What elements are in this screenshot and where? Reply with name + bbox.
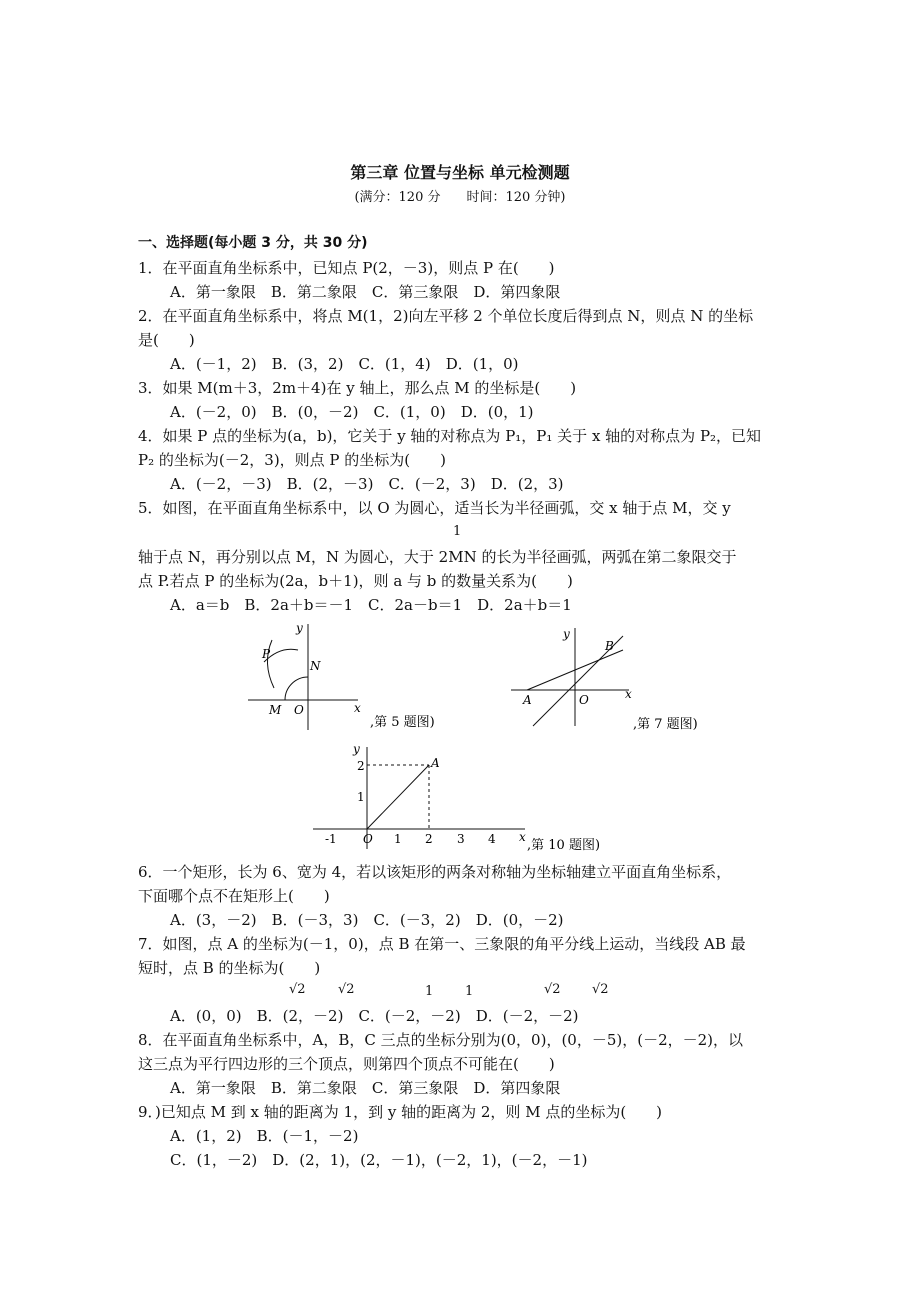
fig10-label-y: y [353,742,360,756]
q9-options-1: A．(1，2) B．(－1，－2) [170,1127,359,1145]
q7-options: A．(0，0) B．(2，－2) C．(－2，－2) D．(－2，－2) [170,1007,579,1025]
fig5-label-o: O [294,703,304,717]
fig10-tick-y: 1 [357,790,365,804]
fig10-tick-x: 3 [457,832,465,846]
q7-c-numerator-2: 1 [465,984,474,999]
figure-5 [240,618,480,738]
figure-10 [305,737,665,857]
q1-options: A．第一象限 B．第二象限 C．第三象限 D．第四象限 [170,283,561,301]
q3-stem: 3．如果 M(m＋3，2m＋4)在 y 轴上，那么点 M 的坐标是( ) [138,379,577,397]
page-subtitle: (满分：120 分 时间：120 分钟) [354,190,566,205]
q8-options: A．第一象限 B．第二象限 C．第三象限 D．第四象限 [170,1079,561,1097]
q7-stem-2: 短时，点 B 的坐标为( ) [138,959,321,977]
q1-stem: 1．在平面直角坐标系中，已知点 P(2，－3)，则点 P 在( ) [138,259,555,277]
fig7-label-y: y [563,627,570,641]
fig5-label-x: x [354,701,361,715]
fig5-arc-o [285,677,308,700]
fig5-label-y: y [296,621,303,635]
fig10-label-x: x [519,830,526,844]
fig5-label-n: N [310,659,321,673]
q7-b-numerator-1: √2 [289,982,306,997]
q8-stem-2: 这三点为平行四边形的三个顶点，则第四个顶点不可能在( ) [138,1055,555,1073]
fig5-label-m: M [269,703,282,717]
q6-options: A．(3，－2) B．(－3，3) C．(－3，2) D．(0，－2) [170,911,564,929]
fig10-label-a: A [431,756,440,770]
q5-stem-1: 5．如图，在平面直角坐标系中，以 O 为圆心，适当长为半径画弧，交 x 轴于点 M，交 y [138,499,731,517]
q2-stem-1: 2．在平面直角坐标系中，将点 M(1，2)向左平移 2 个单位长度后得到点 N，则点 N 的坐标 [138,307,754,325]
q5-fraction-numerator: 1 [453,524,462,539]
q6-stem-1: 6．一个矩形，长为 6、宽为 4，若以该矩形的两条对称轴为坐标轴建立平面直角坐标系， [138,863,732,881]
q4-stem-1: 4．如果 P 点的坐标为(a，b)，它关于 y 轴的对称点为 P₁，P₁ 关于 x 轴的对称点为 P₂，已知 [138,427,762,445]
q2-options: A．(－1，2) B．(3，2) C．(1，4) D．(1，0) [170,355,519,373]
q9-stem: 9．)已知点 M 到 x 轴的距离为 1，到 y 轴的距离为 2，则 M 点的坐标为( ) [138,1103,663,1121]
q4-options: A．(－2，－3) B．(2，－3) C．(－2，3) D．(2，3) [170,475,564,493]
fig7-label-o: O [579,693,589,707]
q7-b-numerator-2: √2 [338,982,355,997]
q6-stem-2: 下面哪个点不在矩形上( ) [138,887,330,905]
q5-options: A．a＝b B．2a＋b＝－1 C．2a－b＝1 D．2a＋b＝1 [170,596,572,614]
q5-stem-2: 轴于点 N，再分别以点 M，N 为圆心，大于 2MN 的长为半径画弧，两弧在第二象限交于 [138,548,737,566]
fig7-label-b: B [605,639,614,653]
fig5-label-p: P [262,647,271,661]
fig10-tick-x: 4 [488,832,496,846]
q5-stem-3: 点 P.若点 P 的坐标为(2a，b＋1)，则 a 与 b 的数量关系为( ) [138,572,573,590]
fig10-tick-x: 2 [425,832,433,846]
q9-options-2: C．(1，－2) D．(2，1)，(2，－1)，(－2，1)，(－2，－1) [170,1151,588,1169]
fig10-label-o: O [363,832,373,846]
q4-stem-2: P₂ 的坐标为(－2，3)，则点 P 的坐标为( ) [138,451,446,469]
section-heading: 一、选择题(每小题 3 分，共 30 分) [138,235,368,251]
q7-c-numerator-1: 1 [425,984,434,999]
figure-7 [505,622,725,738]
fig5-caption: ,第 5 题图) [370,715,435,730]
fig7-caption: ,第 7 题图) [633,717,698,732]
fig7-label-a: A [523,693,532,707]
q7-d-numerator-2: √2 [592,982,609,997]
fig7-label-x: x [625,687,632,701]
page-title: 第三章 位置与坐标 单元检测题 [350,163,570,182]
fig10-tick-x: -1 [325,832,337,846]
q3-options: A．(－2，0) B．(0，－2) C．(1，0) D．(0，1) [170,403,534,421]
q8-stem-1: 8．在平面直角坐标系中，A，B，C 三点的坐标分别为(0，0)，(0，－5)，(－2，－2)，以 [138,1031,744,1049]
q2-stem-2: 是( ) [138,331,195,349]
fig10-caption: ,第 10 题图) [527,838,601,853]
q7-d-numerator-1: √2 [544,982,561,997]
fig10-tick-y: 2 [357,759,365,773]
fig10-segment-oa [367,765,429,829]
q7-stem-1: 7．如图，点 A 的坐标为(－1，0)，点 B 在第一、三象限的角平分线上运动，当线段 AB 最 [138,935,746,953]
fig10-tick-x: 1 [394,832,402,846]
